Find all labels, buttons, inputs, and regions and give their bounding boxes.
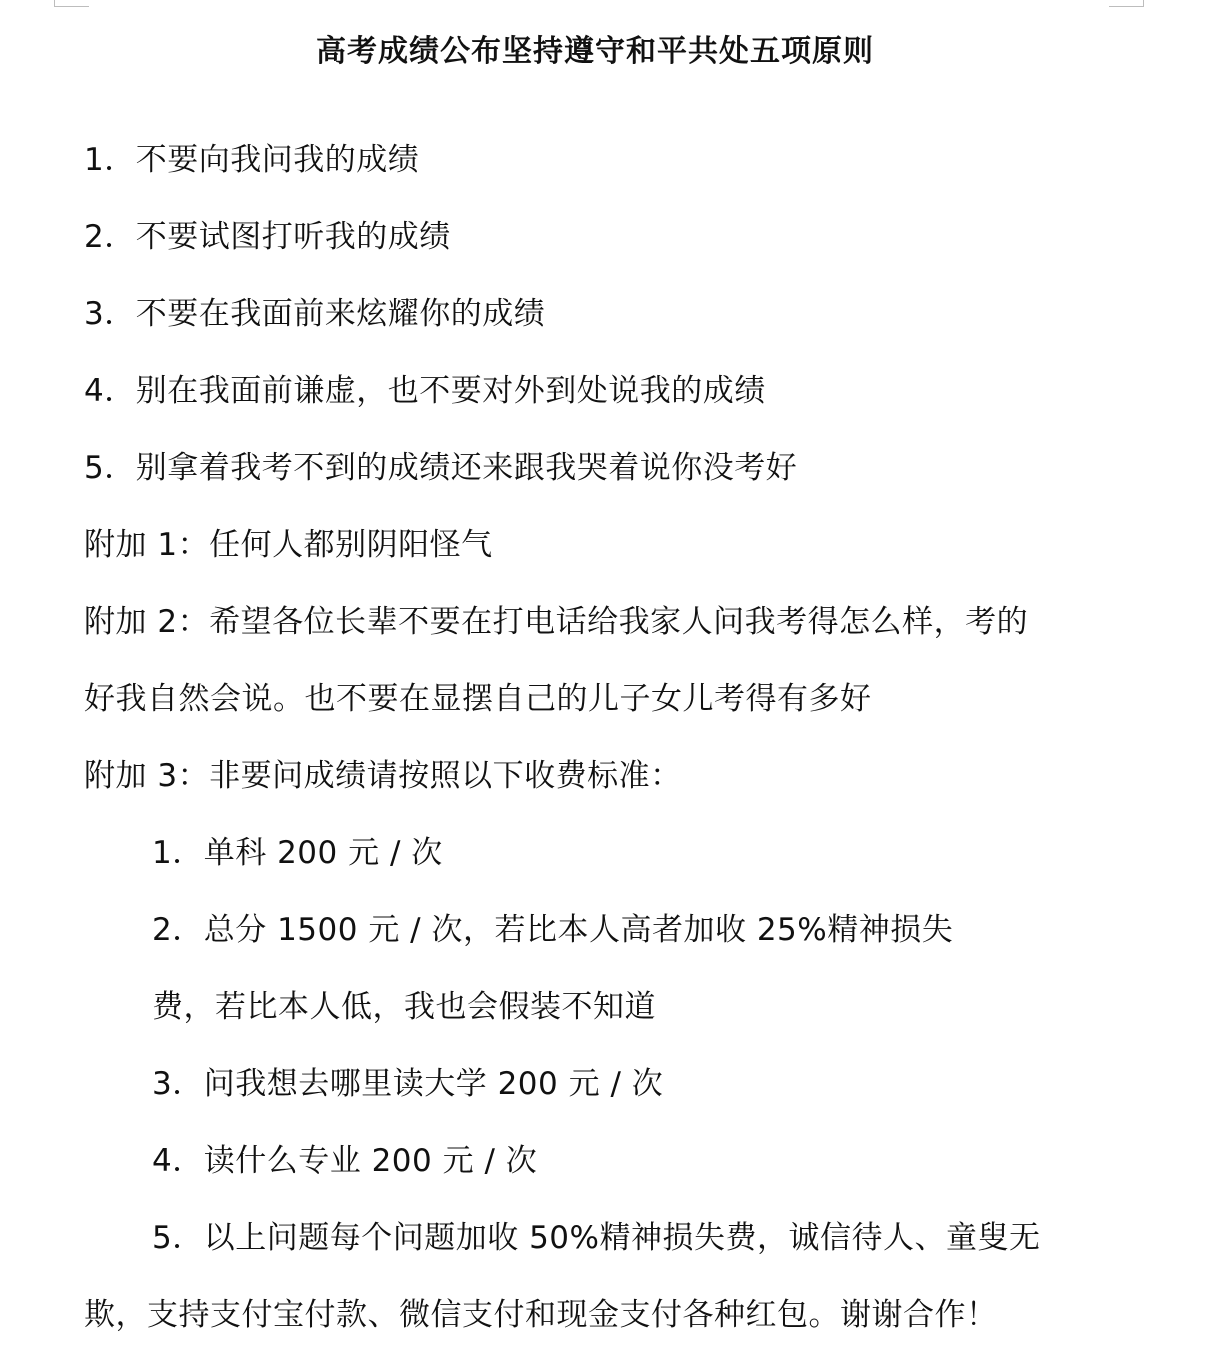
addendum-3-heading: 附加 3：非要问成绩请按照以下收费标准：: [84, 758, 682, 794]
fee-item-3: 3．问我想去哪里读大学 200 元 / 次: [152, 1066, 664, 1102]
rule-1: 1．不要向我问我的成绩: [84, 142, 420, 178]
rule-3: 3．不要在我面前来炫耀你的成绩: [84, 296, 546, 332]
fee-item-4: 4．读什么专业 200 元 / 次: [152, 1143, 538, 1179]
page-corner-mark-right: [1109, 0, 1144, 7]
fee-item-2-line-2: 费，若比本人低，我也会假装不知道: [152, 989, 656, 1025]
addendum-1: 附加 1：任何人都别阴阳怪气: [84, 527, 493, 563]
rule-5: 5．别拿着我考不到的成绩还来跟我哭着说你没考好: [84, 450, 798, 486]
document-title: 高考成绩公布坚持遵守和平共处五项原则: [316, 34, 874, 69]
fee-item-5-line-1: 5．以上问题每个问题加收 50%精神损失费，诚信待人、童叟无: [152, 1220, 1041, 1256]
fee-item-1: 1．单科 200 元 / 次: [152, 835, 443, 871]
fee-item-5-line-2: 欺，支持支付宝付款、微信支付和现金支付各种红包。谢谢合作！: [84, 1297, 998, 1333]
fee-item-2-line-1: 2．总分 1500 元 / 次，若比本人高者加收 25%精神损失: [152, 912, 954, 948]
addendum-2-line-1: 附加 2：希望各位长辈不要在打电话给我家人问我考得怎么样，考的: [84, 604, 1029, 640]
page-corner-mark-left: [54, 0, 89, 7]
rule-2: 2．不要试图打听我的成绩: [84, 219, 451, 255]
rule-4: 4．别在我面前谦虚，也不要对外到处说我的成绩: [84, 373, 766, 409]
addendum-2-line-2: 好我自然会说。也不要在显摆自己的儿子女儿考得有多好: [84, 681, 872, 717]
